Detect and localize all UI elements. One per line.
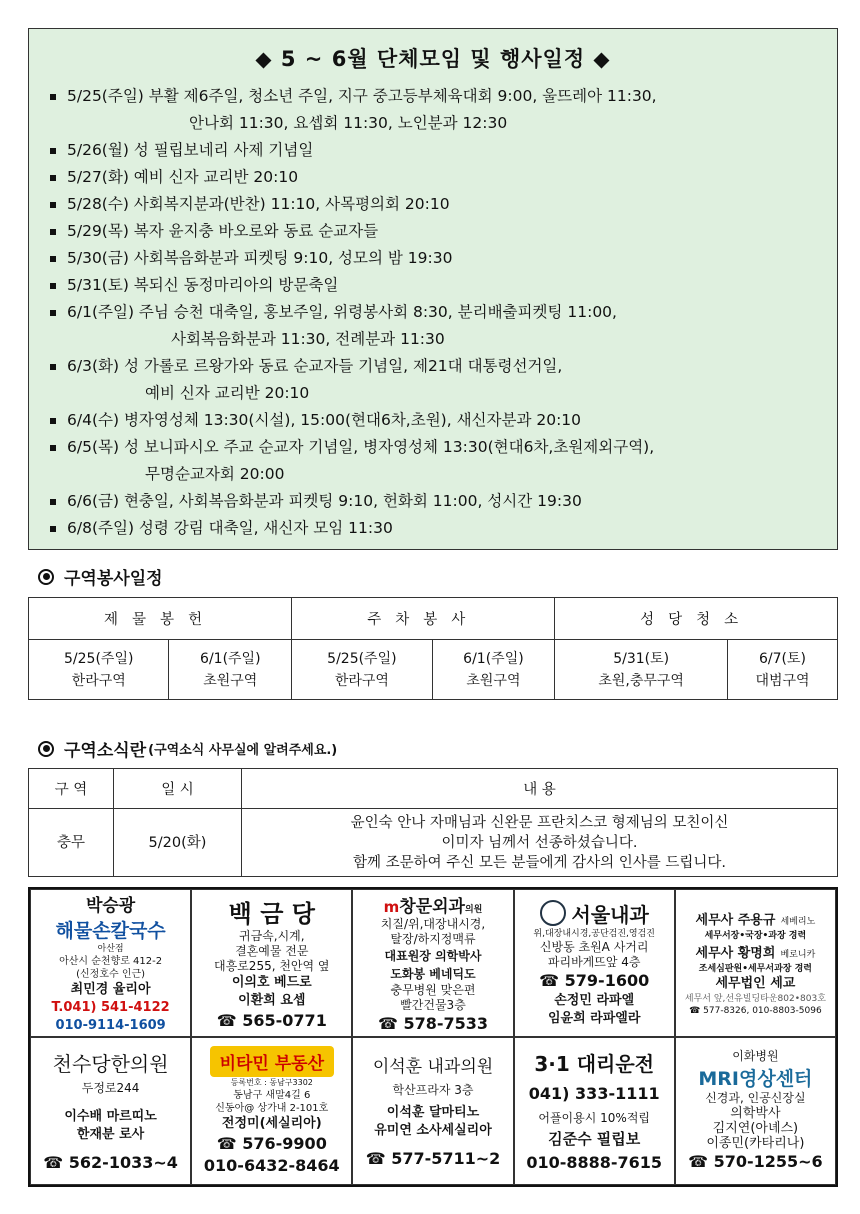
ad-mri: 이화병원 MRI영상센터 신경과, 인공신장실 의학박사 김지연(아녜스) 이종민(카타리나) ☎ 570-1255~6 [675, 1037, 836, 1185]
table-cell: 5/20(화) [114, 809, 242, 877]
news-table [28, 768, 838, 877]
schedule-title: ◆ 5 ~ 6월 단체모임 및 행사일정 ◆ [255, 47, 611, 71]
list-item: 5/25(주일) 부활 제6주일, 청소년 주일, 지구 중고등부체육대회 9:00, 울뜨레아 11:30, 안나회 11:30, 요셉회 11:30, 노인분과 12:30 [47, 83, 819, 137]
service-heading: 구역봉사일정 [38, 564, 163, 589]
table-cell: 5/31(토) 초원,충무구역 [555, 640, 728, 700]
ad-driver: 3·1 대리운전 041) 333-1111 어플이용시 10%적립 김준수 필립보 010-8888-7615 [514, 1037, 675, 1185]
table-cell: 6/1(주일) 초원구역 [169, 640, 292, 700]
table-cell: 5/25(주일) 한라구역 [292, 640, 432, 700]
table-header: 제물봉헌 [29, 598, 292, 640]
ad-oriental-clinic: 천수당한의원 두정로244 이수배 마르띠노 한재분 로사 ☎ 562-1033~4 [30, 1037, 191, 1185]
table-header: 성당청소 [555, 598, 838, 640]
list-item: 5/31(토) 복되신 동정마리아의 방문축일 [47, 272, 819, 299]
news-heading: 구역소식란 (구역소식 사무실에 알려주세요.) [38, 736, 337, 761]
table-cell: 5/25(주일) 한라구역 [29, 640, 169, 700]
ad-tax: 세무사 주용규 세베리노 세무서장•국장•과장 경력 세무사 황명희 베로니카 조세심판원•세무서과장 경력 세무법인 세교 세무서 앞,선유빌딩타운802•803호 ☎ 577-8326, 010-8803-5096 [675, 889, 836, 1037]
table-cell: 충무 [29, 809, 114, 877]
list-item: 5/26(월) 성 필립보네리 사제 기념일 [47, 137, 819, 164]
table-header: 구 역 [29, 769, 114, 809]
list-item: 6/6(금) 현충일, 사회복음화분과 피켓팅 9:10, 헌화회 11:00, 성시간 19:30 [47, 488, 819, 515]
service-table [28, 597, 838, 700]
list-item: 6/4(수) 병자영성체 13:30(시설), 15:00(현대6차,초원), 새신자분과 20:10 [47, 407, 819, 434]
table-cell: 윤인숙 안나 자매님과 신완문 프란치스코 형제님의 모친이신 이미자 님께서 선종하셨습니다. 함께 조문하여 주신 모든 분들에게 감사의 인사를 드립니다. [242, 809, 838, 877]
bullet-circle-icon [38, 569, 54, 585]
bullet-circle-icon [38, 741, 54, 757]
ad-realestate: 비타민 부동산 등록번호 : 동남구3302 동남구 새말4길 6 신동아@ 상가내 2-101호 전정미(세실리아) ☎ 576-9900 010-6432-8464 [191, 1037, 352, 1185]
ad-clinic-lee: 이석훈 내과의원 학산프라자 3층 이석훈 달마티노 유미연 소사세실리아 ☎ 577-5711~2 [352, 1037, 513, 1185]
ad-jewelry: 백 금 당 귀금속,시계, 결혼예물 전문 대흥로255, 천안역 옆 이의호 베드로 이환희 요셉 ☎ 565-0771 [191, 889, 352, 1037]
ad-noodle: 박승광 해물손칼국수 아산점 아산시 순천향로 412-2 (신정호수 인근) 최민경 율리아 T.041) 541-4122 010-9114-1609 [30, 889, 191, 1037]
list-item: 5/29(목) 복자 윤지충 바오로와 동료 순교자들 [47, 218, 819, 245]
list-item: 6/1(주일) 주님 승천 대축일, 홍보주일, 위령봉사회 8:30, 분리배출피켓팅 11:00, 사회복음화분과 11:30, 전례분과 11:30 [47, 299, 819, 353]
list-item: 5/28(수) 사회복지분과(반찬) 11:10, 사목평의회 20:10 [47, 191, 819, 218]
list-item: 6/5(목) 성 보니파시오 주교 순교자 기념일, 병자영성체 13:30(현대6차,초원제외구역), 무명순교자회 20:00 [47, 434, 819, 488]
list-item: 5/30(금) 사회복음화분과 피켓팅 9:10, 성모의 밤 19:30 [47, 245, 819, 272]
table-header: 주차봉사 [292, 598, 555, 640]
schedule-list [47, 83, 819, 542]
emblem-icon [540, 900, 566, 926]
list-item: 5/27(화) 예비 신자 교리반 20:10 [47, 164, 819, 191]
table-header: 내 용 [242, 769, 838, 809]
list-item: 6/8(주일) 성령 강림 대축일, 새신자 모임 11:30 [47, 515, 819, 542]
table-cell: 6/7(토) 대범구역 [728, 640, 838, 700]
ad-internal-medicine: 서울내과 위,대장내시경,공단검진,영검진 신방동 초원A 사거리 파리바게뜨앞 4층 ☎ 579-1600 손정민 라파엘 임윤희 라파엘라 [514, 889, 675, 1037]
table-cell: 6/1(주일) 초원구역 [432, 640, 555, 700]
table-header: 일 시 [114, 769, 242, 809]
clinic-logo-icon: m [383, 897, 400, 916]
list-item: 6/3(화) 성 가롤로 르왕가와 동료 순교자들 기념일, 제21대 대통령선거일, 예비 신자 교리반 20:10 [47, 353, 819, 407]
ads-grid [28, 887, 838, 1187]
ad-surgery: m창문외과의원 치질/위,대장내시경, 탈장/하지정맥류 대표원장 의학박사 도화봉 베네딕도 충무병원 맞은편 빨간건물3층 ☎ 578-7533 [352, 889, 513, 1037]
schedule-box [28, 28, 838, 550]
